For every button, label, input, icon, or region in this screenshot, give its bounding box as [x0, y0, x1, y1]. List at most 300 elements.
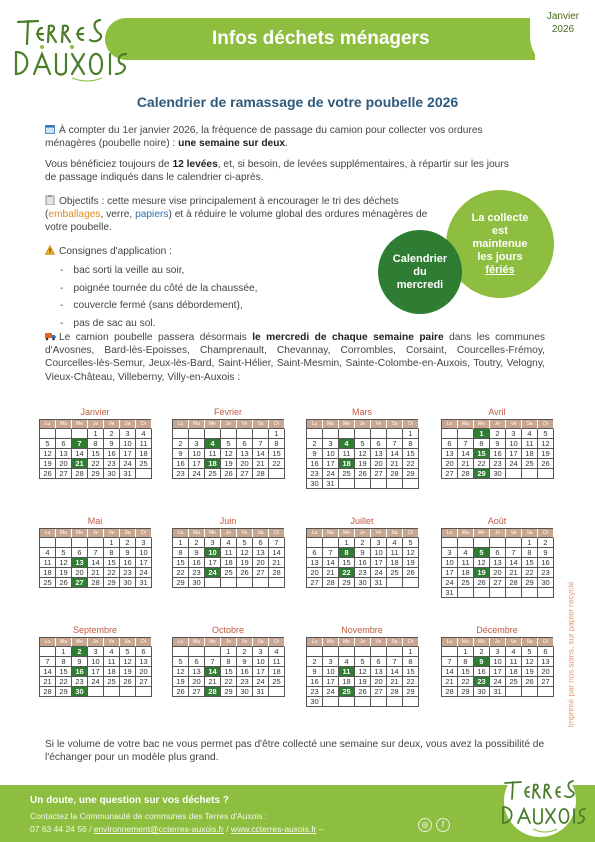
- collection-day: 9: [474, 657, 490, 667]
- day-cell: 5: [355, 657, 371, 667]
- day-cell: 3: [442, 548, 458, 558]
- day-cell: 13: [56, 449, 72, 459]
- day-cell: 10: [253, 657, 269, 667]
- day-cell: 5: [237, 538, 253, 548]
- empty-day-cell: [120, 687, 136, 697]
- day-cell: 12: [474, 558, 490, 568]
- day-cell: 20: [490, 568, 506, 578]
- date-year: 2026: [551, 24, 575, 35]
- day-cell: 28: [269, 568, 285, 578]
- day-cell: 8: [522, 548, 538, 558]
- collection-day: 7: [72, 439, 88, 449]
- day-cell: 27: [253, 568, 269, 578]
- empty-day-cell: [442, 647, 458, 657]
- month-title: Août: [487, 516, 507, 526]
- day-cell: 26: [474, 578, 490, 588]
- day-cell: 30: [104, 469, 120, 479]
- day-cell: 16: [355, 558, 371, 568]
- day-cell: 18: [221, 558, 237, 568]
- weekday-header: Je: [221, 529, 237, 538]
- weekday-header: Ve: [104, 638, 120, 647]
- weekday-header: Lu: [40, 420, 56, 429]
- day-cell: 27: [371, 469, 387, 479]
- day-cell: 2: [538, 538, 554, 548]
- day-cell: 17: [136, 558, 152, 568]
- day-cell: 7: [88, 548, 104, 558]
- day-cell: 8: [221, 657, 237, 667]
- day-cell: 21: [442, 677, 458, 687]
- empty-day-cell: [104, 687, 120, 697]
- weekday-header: Sa: [120, 420, 136, 429]
- day-cell: 6: [371, 657, 387, 667]
- day-cell: 16: [490, 449, 506, 459]
- month-days-grid: [172, 637, 284, 697]
- day-cell: 9: [355, 548, 371, 558]
- month-calendar: [172, 623, 284, 697]
- weekday-header: Je: [355, 420, 371, 429]
- day-cell: 27: [56, 469, 72, 479]
- day-cell: 15: [221, 667, 237, 677]
- empty-day-cell: [371, 429, 387, 439]
- weekday-header: Lu: [442, 529, 458, 538]
- day-cell: 18: [506, 667, 522, 677]
- weekday-header: Ve: [371, 529, 387, 538]
- day-cell: 9: [538, 548, 554, 558]
- empty-day-cell: [355, 697, 371, 707]
- empty-day-cell: [56, 429, 72, 439]
- day-cell: 5: [40, 439, 56, 449]
- day-cell: 8: [104, 548, 120, 558]
- day-cell: 2: [173, 439, 189, 449]
- day-cell: 22: [403, 459, 419, 469]
- day-cell: 21: [269, 558, 285, 568]
- empty-day-cell: [40, 429, 56, 439]
- empty-day-cell: [136, 469, 152, 479]
- day-cell: 16: [237, 667, 253, 677]
- weekday-header: Sa: [387, 420, 403, 429]
- weekday-header: Ma: [56, 638, 72, 647]
- day-cell: 18: [104, 667, 120, 677]
- footer-contact-details: [30, 824, 324, 834]
- day-cell: 12: [221, 449, 237, 459]
- day-cell: 13: [307, 558, 323, 568]
- terres-auxois-logo: [12, 12, 132, 82]
- month-title: Avril: [488, 407, 506, 417]
- day-cell: 15: [522, 558, 538, 568]
- day-cell: 27: [538, 677, 554, 687]
- day-cell: 16: [307, 459, 323, 469]
- month-days-grid: [441, 528, 553, 598]
- day-cell: 31: [442, 588, 458, 598]
- weekday-header: Lu: [173, 420, 189, 429]
- day-cell: 19: [403, 558, 419, 568]
- day-cell: 2: [307, 439, 323, 449]
- collection-day: 14: [205, 667, 221, 677]
- day-cell: 7: [205, 657, 221, 667]
- truck-icon: [45, 331, 55, 341]
- day-cell: 16: [104, 449, 120, 459]
- month-title: Juillet: [350, 516, 374, 526]
- day-cell: 18: [269, 667, 285, 677]
- day-cell: 20: [371, 459, 387, 469]
- empty-day-cell: [458, 429, 474, 439]
- day-cell: 22: [173, 568, 189, 578]
- weekday-header: Lu: [173, 638, 189, 647]
- day-cell: 21: [458, 459, 474, 469]
- warning-icon: [45, 245, 55, 255]
- weekday-header: Ma: [56, 420, 72, 429]
- month-calendar: [441, 623, 553, 697]
- day-cell: 19: [221, 459, 237, 469]
- day-cell: 4: [458, 548, 474, 558]
- empty-day-cell: [506, 538, 522, 548]
- footer-phone[interactable]: 07 63 44 24 56: [30, 824, 87, 834]
- header-title: Infos déchets ménagers: [212, 28, 430, 49]
- footer-sep: –: [316, 824, 324, 834]
- weekday-header: Me: [205, 638, 221, 647]
- day-cell: 15: [269, 449, 285, 459]
- weekday-header: Ve: [104, 529, 120, 538]
- weekday-header: Sa: [120, 529, 136, 538]
- paragraph-frequency: [45, 124, 515, 150]
- day-cell: 26: [538, 459, 554, 469]
- weekday-header: Sa: [120, 638, 136, 647]
- day-cell: 14: [88, 558, 104, 568]
- empty-day-cell: [403, 479, 419, 489]
- day-cell: 28: [506, 578, 522, 588]
- day-cell: 15: [339, 558, 355, 568]
- p5-text-a: Le camion poubelle passera désormais: [59, 332, 253, 343]
- day-cell: 25: [221, 568, 237, 578]
- month-days-grid: [39, 637, 151, 697]
- day-cell: 20: [442, 459, 458, 469]
- month-title: Janvier: [80, 407, 110, 417]
- weekday-header: Lu: [173, 529, 189, 538]
- paragraph-objectifs: [45, 195, 452, 235]
- day-cell: 3: [323, 657, 339, 667]
- day-cell: 13: [490, 558, 506, 568]
- day-cell: 21: [88, 568, 104, 578]
- day-cell: 25: [269, 677, 285, 687]
- day-cell: 23: [104, 459, 120, 469]
- weekday-header: Sa: [387, 638, 403, 647]
- day-cell: 2: [189, 538, 205, 548]
- day-cell: 22: [104, 568, 120, 578]
- day-cell: 20: [307, 568, 323, 578]
- day-cell: 4: [104, 647, 120, 657]
- weekday-header: Lu: [307, 638, 323, 647]
- month-calendar: [441, 514, 553, 598]
- collection-day: 22: [339, 568, 355, 578]
- empty-day-cell: [189, 647, 205, 657]
- paragraph-consignes: [45, 245, 345, 258]
- day-cell: 26: [355, 687, 371, 697]
- month-days-grid: [441, 419, 553, 479]
- day-cell: 17: [120, 449, 136, 459]
- day-cell: 23: [307, 469, 323, 479]
- day-cell: 10: [323, 449, 339, 459]
- empty-day-cell: [72, 538, 88, 548]
- empty-day-cell: [339, 479, 355, 489]
- day-cell: 1: [173, 538, 189, 548]
- weekday-header: Ve: [104, 420, 120, 429]
- empty-day-cell: [490, 538, 506, 548]
- day-cell: 13: [189, 667, 205, 677]
- wednesday-line: mercredi: [396, 278, 444, 291]
- weekday-header: Je: [221, 638, 237, 647]
- weekday-header: Me: [205, 529, 221, 538]
- day-cell: 31: [120, 469, 136, 479]
- day-cell: 20: [189, 677, 205, 687]
- weekday-header: Di: [269, 420, 285, 429]
- p5-text-c: dans les communes d'Avosnes, Bard-lès-Epoisses, Champrenault, Chevannay, Corrombles, Corsaint, Courcelles-Frémoy, Courcelles-lès-Semur, Jeux-lès-Bard, Saint-Hélier, Saint-Mesmin, Sainte-Colombe-en-Auxois, Toutry, Velogny, Vieux-Château, Villeberny, Villy-en-Auxois :: [45, 332, 545, 383]
- wednesday-line: du: [413, 265, 427, 278]
- empty-day-cell: [387, 647, 403, 657]
- weekday-header: Ve: [237, 638, 253, 647]
- month-calendar: [306, 405, 418, 489]
- day-cell: 29: [88, 469, 104, 479]
- p3-papiers: papiers: [135, 209, 169, 221]
- p3-emballages: emballages: [48, 209, 101, 221]
- holiday-line: est: [492, 224, 508, 237]
- weekday-header: Ve: [506, 529, 522, 538]
- day-cell: 31: [490, 687, 506, 697]
- day-cell: 1: [403, 429, 419, 439]
- day-cell: 24: [371, 568, 387, 578]
- month-title: Novembre: [341, 625, 383, 635]
- day-cell: 14: [253, 449, 269, 459]
- day-cell: 9: [237, 657, 253, 667]
- empty-day-cell: [307, 538, 323, 548]
- day-cell: 13: [136, 657, 152, 667]
- day-cell: 25: [522, 459, 538, 469]
- day-cell: 4: [136, 429, 152, 439]
- weekday-header: Ma: [189, 638, 205, 647]
- day-cell: 22: [56, 677, 72, 687]
- day-cell: 12: [403, 548, 419, 558]
- day-cell: 12: [56, 558, 72, 568]
- day-cell: 27: [237, 469, 253, 479]
- rule-item: - pas de sac au sol.: [60, 315, 258, 333]
- weekday-header: Ma: [189, 529, 205, 538]
- day-cell: 28: [387, 469, 403, 479]
- weekday-header: Me: [205, 420, 221, 429]
- empty-day-cell: [371, 479, 387, 489]
- weekday-header: Lu: [442, 420, 458, 429]
- empty-day-cell: [387, 578, 403, 588]
- day-cell: 6: [56, 439, 72, 449]
- holiday-line: [485, 264, 514, 277]
- day-cell: 17: [506, 449, 522, 459]
- empty-day-cell: [371, 697, 387, 707]
- weekday-header: Di: [269, 529, 285, 538]
- month-calendar: [39, 514, 151, 588]
- empty-day-cell: [307, 429, 323, 439]
- day-cell: 11: [522, 439, 538, 449]
- day-cell: 10: [323, 667, 339, 677]
- day-cell: 10: [120, 439, 136, 449]
- empty-day-cell: [88, 538, 104, 548]
- day-cell: 23: [120, 568, 136, 578]
- weekday-header: Di: [136, 529, 152, 538]
- day-cell: 29: [56, 687, 72, 697]
- month-days-grid: [39, 528, 151, 588]
- day-cell: 3: [253, 647, 269, 657]
- weekday-header: Me: [72, 420, 88, 429]
- day-cell: 4: [522, 429, 538, 439]
- calendar-icon: [45, 124, 55, 134]
- day-cell: 11: [104, 657, 120, 667]
- day-cell: 12: [522, 657, 538, 667]
- month-days-grid: [172, 419, 284, 479]
- day-cell: 2: [474, 647, 490, 657]
- empty-day-cell: [205, 647, 221, 657]
- day-cell: 2: [104, 429, 120, 439]
- day-cell: 6: [442, 439, 458, 449]
- day-cell: 29: [104, 578, 120, 588]
- day-cell: 24: [136, 568, 152, 578]
- empty-day-cell: [506, 687, 522, 697]
- day-cell: 14: [40, 667, 56, 677]
- day-cell: 30: [120, 578, 136, 588]
- empty-day-cell: [355, 479, 371, 489]
- day-cell: 30: [189, 578, 205, 588]
- weekday-header: Ma: [323, 529, 339, 538]
- day-cell: 18: [40, 568, 56, 578]
- main-title: Calendrier de ramassage de votre poubelle 2026: [136, 94, 459, 110]
- day-cell: 25: [136, 459, 152, 469]
- rules-list: [60, 262, 258, 332]
- footer-website-link[interactable]: www.ccterres-auxois.fr: [230, 824, 317, 834]
- month-calendar: [306, 514, 418, 588]
- day-cell: 15: [403, 449, 419, 459]
- day-cell: 10: [490, 657, 506, 667]
- day-cell: 26: [221, 469, 237, 479]
- weekday-header: Sa: [253, 638, 269, 647]
- day-cell: 30: [490, 469, 506, 479]
- day-cell: 28: [88, 578, 104, 588]
- day-cell: 3: [136, 538, 152, 548]
- collection-day: 11: [339, 667, 355, 677]
- day-cell: 11: [339, 449, 355, 459]
- day-cell: 26: [173, 687, 189, 697]
- day-cell: 22: [458, 677, 474, 687]
- holiday-line: maintenue: [472, 237, 528, 250]
- day-cell: 2: [307, 657, 323, 667]
- collection-day: 25: [339, 687, 355, 697]
- day-cell: 12: [538, 439, 554, 449]
- day-cell: 12: [120, 657, 136, 667]
- day-cell: 24: [323, 687, 339, 697]
- empty-day-cell: [221, 578, 237, 588]
- day-cell: 6: [189, 657, 205, 667]
- day-cell: 8: [88, 439, 104, 449]
- day-cell: 6: [253, 538, 269, 548]
- day-cell: 25: [104, 677, 120, 687]
- day-cell: 25: [40, 578, 56, 588]
- day-cell: 11: [205, 449, 221, 459]
- collection-day: 10: [205, 548, 221, 558]
- weekday-header: Ma: [189, 420, 205, 429]
- empty-day-cell: [538, 469, 554, 479]
- day-cell: 17: [189, 459, 205, 469]
- exchange-bin-note: Si le volume de votre bac ne vous permet pas d'être collecté une semaine sur deux, vous avez la possibilité de l'échanger pour un modèle plus grand.: [45, 739, 545, 764]
- rule-item: - bac sorti la veille au soir,: [60, 262, 258, 280]
- month-calendar: [39, 405, 151, 479]
- footer-email-link[interactable]: environnement@ccterres-auxois.fr: [93, 824, 224, 834]
- day-cell: 10: [442, 558, 458, 568]
- day-cell: 23: [189, 568, 205, 578]
- weekday-header: Sa: [253, 420, 269, 429]
- recycled-paper-text: Imprimé par nos soins, sur papier recyclé: [566, 581, 576, 728]
- month-title: Juin: [219, 516, 237, 526]
- empty-day-cell: [522, 687, 538, 697]
- day-cell: 26: [403, 568, 419, 578]
- day-cell: 30: [474, 687, 490, 697]
- empty-day-cell: [88, 687, 104, 697]
- day-cell: 15: [104, 558, 120, 568]
- day-cell: 3: [371, 538, 387, 548]
- day-cell: 7: [323, 548, 339, 558]
- empty-day-cell: [323, 538, 339, 548]
- day-cell: 3: [120, 429, 136, 439]
- day-cell: 5: [403, 538, 419, 548]
- day-cell: 14: [72, 449, 88, 459]
- day-cell: 14: [458, 449, 474, 459]
- day-cell: 13: [237, 449, 253, 459]
- empty-day-cell: [538, 687, 554, 697]
- month-days-grid: [441, 637, 553, 697]
- day-cell: 8: [269, 439, 285, 449]
- day-cell: 26: [40, 469, 56, 479]
- day-cell: 6: [72, 548, 88, 558]
- day-cell: 29: [403, 469, 419, 479]
- collection-day: 24: [205, 568, 221, 578]
- day-cell: 9: [120, 548, 136, 558]
- day-cell: 26: [56, 578, 72, 588]
- weekday-header: Sa: [522, 529, 538, 538]
- day-cell: 6: [237, 439, 253, 449]
- wednesday-calendar-badge: [378, 230, 462, 314]
- instagram-icon[interactable]: ◎: [418, 818, 432, 832]
- day-cell: 17: [88, 667, 104, 677]
- day-cell: 5: [120, 647, 136, 657]
- empty-day-cell: [403, 697, 419, 707]
- facebook-icon[interactable]: f: [436, 818, 450, 832]
- empty-day-cell: [458, 538, 474, 548]
- day-cell: 5: [56, 548, 72, 558]
- day-cell: 20: [371, 677, 387, 687]
- empty-day-cell: [458, 588, 474, 598]
- day-cell: 4: [40, 548, 56, 558]
- empty-day-cell: [522, 588, 538, 598]
- weekday-header: Di: [403, 420, 419, 429]
- weekday-header: Sa: [522, 420, 538, 429]
- collection-day: 23: [474, 677, 490, 687]
- p3-text-a: Objectifs : cette mesure vise principalement à encourager le tri des déchets (: [45, 196, 399, 221]
- p2-text-c: , et, si besoin, de levées supplémentaires, à répartir sur les jours de passage indiqués dans le calendrier ci-après.: [45, 159, 509, 184]
- footer-sep: /: [86, 824, 94, 834]
- day-cell: 30: [237, 687, 253, 697]
- weekday-header: Lu: [307, 529, 323, 538]
- day-cell: 27: [371, 687, 387, 697]
- weekday-header: Me: [474, 638, 490, 647]
- day-cell: 8: [403, 657, 419, 667]
- empty-day-cell: [339, 647, 355, 657]
- day-cell: 22: [269, 459, 285, 469]
- day-cell: 21: [253, 459, 269, 469]
- day-cell: 5: [221, 439, 237, 449]
